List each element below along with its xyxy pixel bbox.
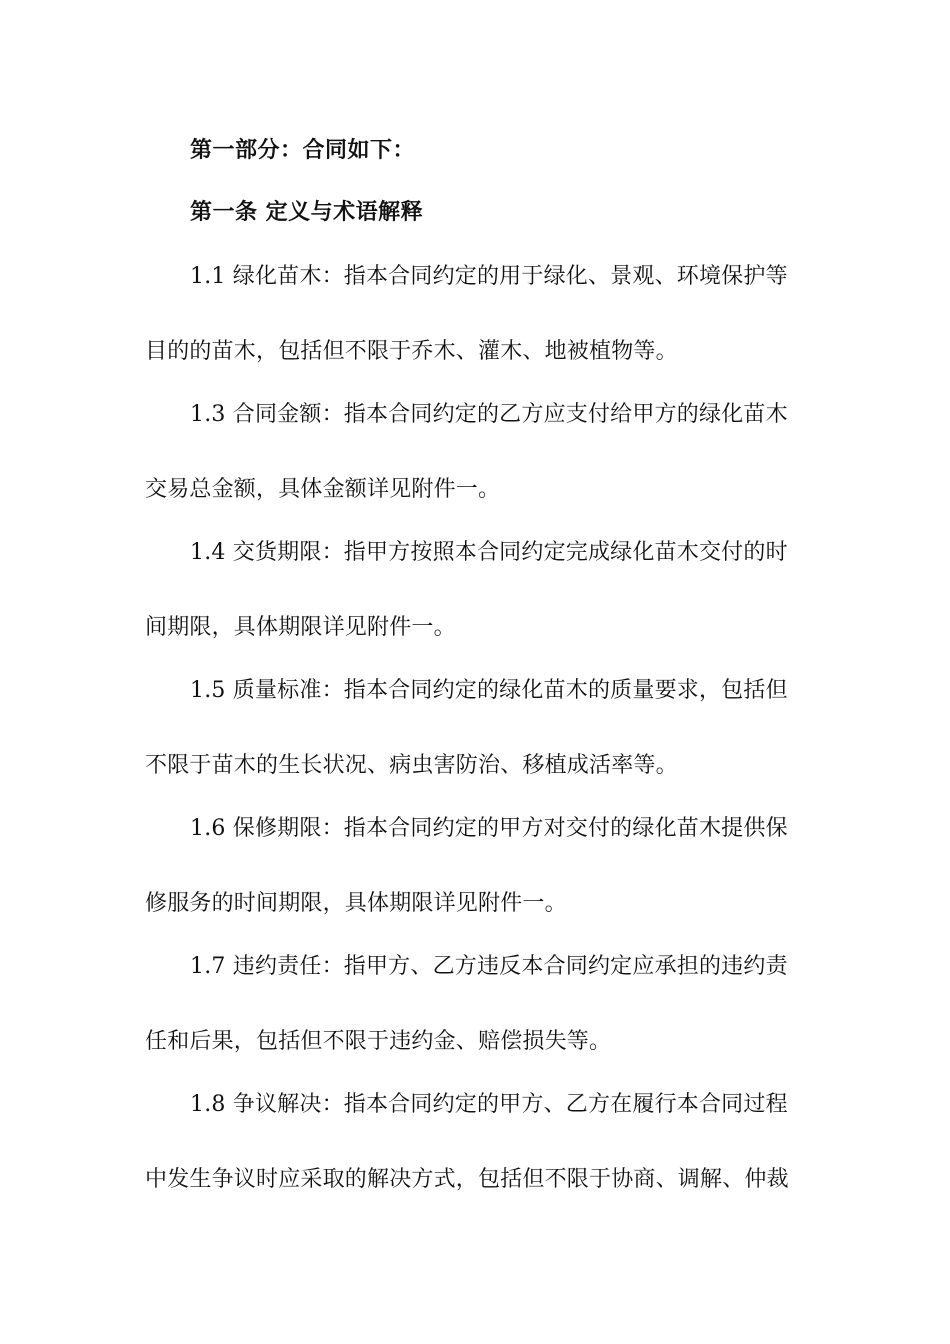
paragraph-line: 1.4 交货期限：指甲方按照本合同约定完成绿化苗木交付的时 bbox=[190, 540, 788, 565]
paragraph-line: 任和后果，包括但不限于违约金、赔偿损失等。 bbox=[145, 1029, 612, 1054]
paragraph-line: 1.1 绿化苗木：指本合同约定的用于绿化、景观、环境保护等 bbox=[190, 264, 788, 289]
paragraph-line: 交易总金额，具体金额详见附件一。 bbox=[145, 477, 501, 502]
part-title: 第一部分：合同如下： bbox=[190, 138, 416, 163]
paragraph-line: 间期限，具体期限详见附件一。 bbox=[145, 615, 456, 640]
paragraph-line: 1.3 合同金额：指本合同约定的乙方应支付给甲方的绿化苗木 bbox=[190, 402, 788, 427]
paragraph-line: 修服务的时间期限，具体期限详见附件一。 bbox=[145, 891, 567, 916]
paragraph-line: 1.8 争议解决：指本合同约定的甲方、乙方在履行本合同过程 bbox=[190, 1092, 788, 1117]
article-title: 第一条 定义与术语解释 bbox=[190, 200, 424, 225]
paragraph-line: 不限于苗木的生长状况、病虫害防治、移植成活率等。 bbox=[145, 753, 678, 778]
paragraph-line: 1.7 违约责任：指甲方、乙方违反本合同约定应承担的违约责 bbox=[190, 954, 788, 979]
paragraph-line: 目的的苗木，包括但不限于乔木、灌木、地被植物等。 bbox=[145, 339, 678, 364]
paragraph-line: 中发生争议时应采取的解决方式，包括但不限于协商、调解、仲裁 bbox=[145, 1167, 789, 1192]
paragraph-line: 1.6 保修期限：指本合同约定的甲方对交付的绿化苗木提供保 bbox=[190, 816, 788, 841]
paragraph-line: 1.5 质量标准：指本合同约定的绿化苗木的质量要求，包括但 bbox=[190, 678, 788, 703]
